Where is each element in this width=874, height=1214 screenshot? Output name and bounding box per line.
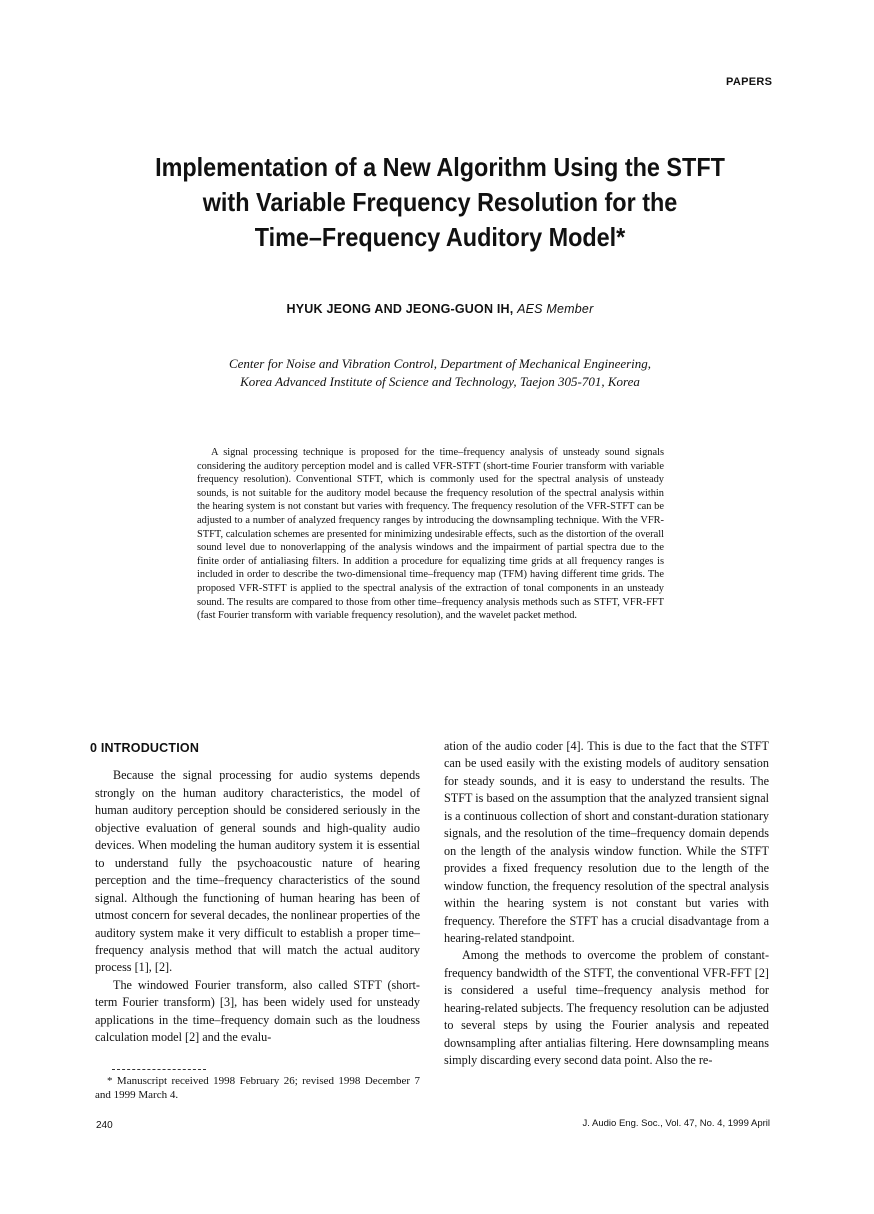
page-number: 240: [96, 1120, 113, 1131]
author-names: HYUK JEONG AND JEONG-GUON IH,: [286, 302, 518, 316]
abstract: A signal processing technique is proposed for the time–frequency analysis of unsteady sound signals considering the auditory perception model and is called VFR-STFT (short-time Fourier transform with variable frequency resolution). Conventional STFT, which is commonly used for the spectral analysis of unsteady sounds, is not suitable for the auditory model because the frequency resolution of the spectral analysis within the hearing system is not constant but varies with frequency. The frequency resolution of the VFR-STFT can be adjusted to a number of analyzed frequency ranges by introducing the downsampling technique. With the VFR-STFT, calculation schemes are presented for minimizing undesirable effects, such as the distortion of the overall sound level due to nonoverlapping of the analysis windows and the impairment of partial spectra due to the finite order of antialiasing filters. In addition a procedure for equalizing time grids at all frequency ranges is included in order to describe the two-dimensional time–frequency map (TFM) having different time grids. The proposed VFR-STFT is applied to the spectral analysis of the extraction of tonal components in an unsteady sound. The results are compared to those from other time–frequency analysis methods such as STFT, VFR-FFT (fast Fourier transform with variable frequency resolution), and the wavelet packet method.: [197, 447, 664, 622]
title-line: Implementation of a New Algorithm Using the STFT: [155, 152, 725, 182]
paragraph: Among the methods to overcome the problem of constant-frequency bandwidth of the STFT, the conventional VFR-FFT [2] is considered a useful time–frequency analysis method for hearing-related subjects. The frequency resolution can be adjusted to several steps by using the Fourier analysis and repeated downsampling after antialias filtering. Here downsampling means simply discarding every second data point. Also the re-: [444, 948, 769, 1068]
journal-citation: J. Audio Eng. Soc., Vol. 47, No. 4, 1999 April: [582, 1118, 770, 1129]
title-line: Time–Frequency Auditory Model*: [254, 222, 626, 252]
footnote: * Manuscript received 1998 February 26; revised 1998 December 7 and 1999 March 4.: [95, 1075, 420, 1101]
paper-title: [98, 150, 782, 255]
affiliation: [60, 355, 820, 391]
affiliation-line: Korea Advanced Institute of Science and Technology, Taejon 305-701, Korea: [240, 374, 640, 389]
paragraph: Because the signal processing for audio systems depends strongly on the human auditory characteristics, the model of human auditory perception should be considered seriously in the objective evaluation of general sounds and high-quality audio devices. When modeling the human auditory system it is essential to understand fully the psychoacoustic nature of hearing perception and the time–frequency characteristics of the sound signal. Although the functioning of human hearing has been of utmost concern for several decades, the nonlinear properties of the auditory system make it very difficult to establish a proper time–frequency analysis method that will match the actual auditory process [1], [2].: [95, 768, 420, 975]
paragraph: The windowed Fourier transform, also called STFT (short-term Fourier transform) [3], has been widely used for unsteady applications in the time–frequency domain such as the loudness calculation model [2] and the evalu-: [95, 977, 420, 1045]
left-column: [90, 740, 420, 1047]
section-label: PAPERS: [726, 76, 773, 88]
footnote-rule: [112, 1069, 206, 1070]
authors: [60, 302, 820, 316]
right-column: [444, 738, 769, 1070]
affiliation-line: Center for Noise and Vibration Control, Department of Mechanical Engineering,: [228, 356, 652, 371]
paragraph: ation of the audio coder [4]. This is due to the fact that the STFT can be used easily with the existing models of auditory sensation for steady sounds, and it is easy to understand the results. The STFT is based on the assumption that the analyzed transient signal is a continuous collection of short and constant-duration stationary signals, and the resolution of the time–frequency domain depends on the length of the analysis window function. While the STFT provides a fixed frequency resolution due to the length of the window function, the frequency resolution of the spectral analysis within the hearing system is not constant but varies with frequency. Therefore the STFT has a crucial disadvantage from a hearing-related standpoint.: [444, 739, 769, 945]
section-heading: 0 INTRODUCTION: [90, 741, 200, 755]
author-membership: AES Member: [517, 302, 594, 316]
title-line: with Variable Frequency Resolution for the: [202, 187, 678, 217]
